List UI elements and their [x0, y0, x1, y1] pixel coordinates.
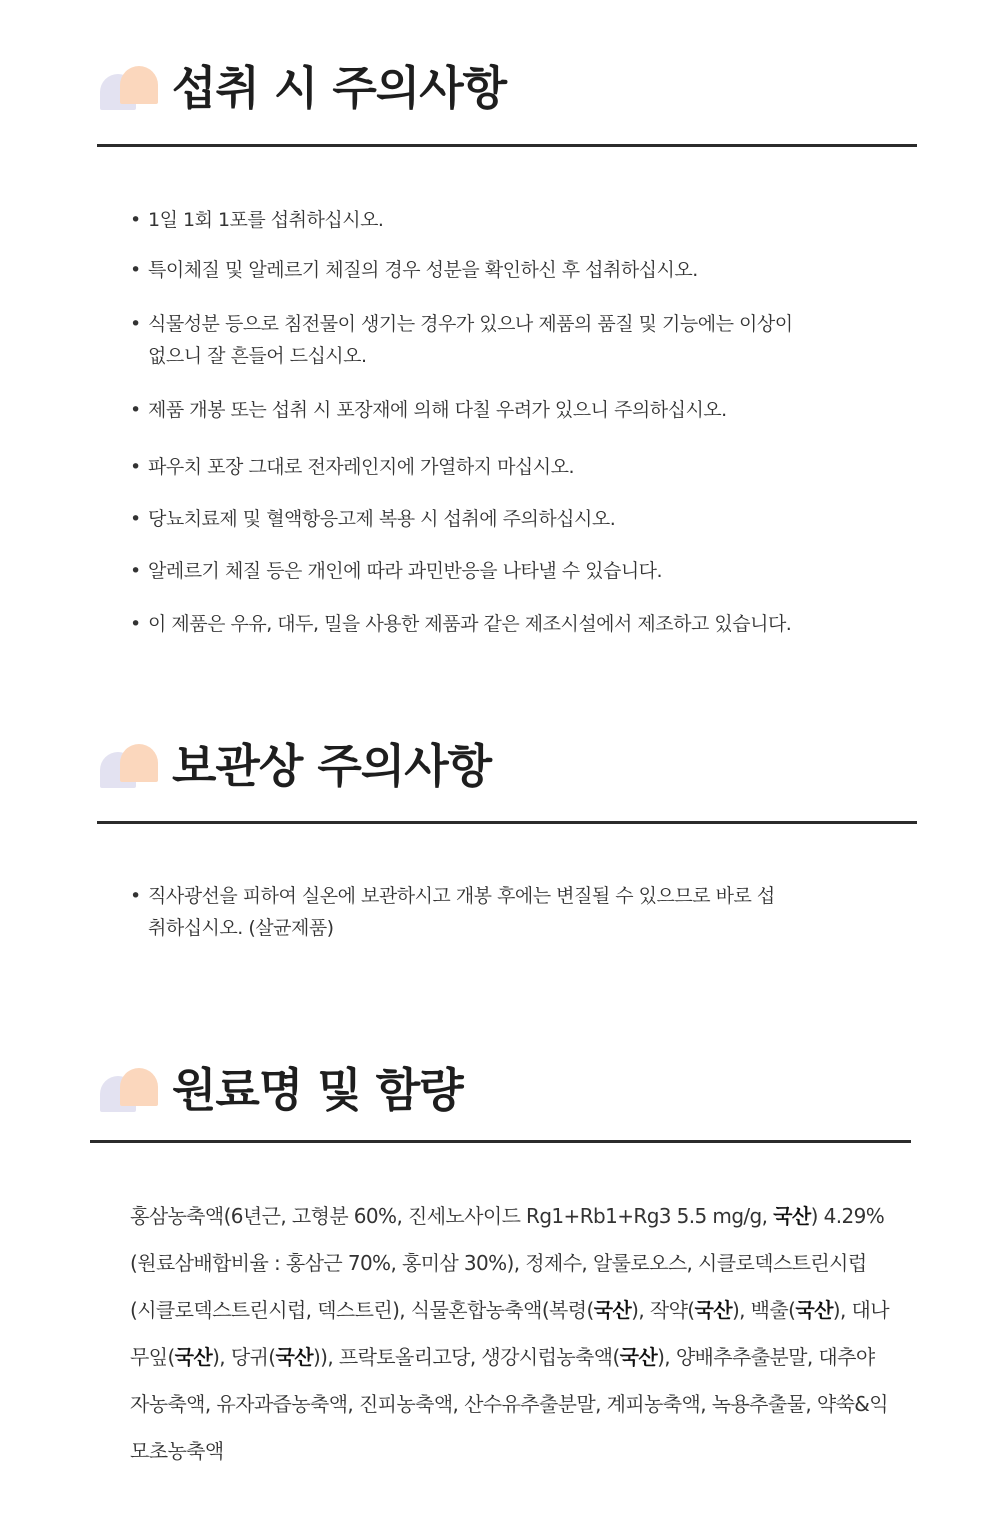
intake-caution-list: [130, 204, 890, 640]
ingredient-text: ), 백출(: [731, 1298, 796, 1322]
list-item: • 당뇨치료제 및 혈액항응고제 복용 시 섭취에 주의하십시오.: [130, 503, 890, 535]
ingredient-text: 홍삼농축액(6년근, 고형분 60%, 진세노사이드 Rg1+Rb1+Rg3 5.5 mg/g,: [130, 1204, 774, 1228]
section-divider: [90, 1140, 911, 1143]
origin-label: 국산: [795, 1298, 833, 1322]
section-title-ingredients: 원료명 및 함량: [172, 1063, 463, 1117]
section-title-intake: 섭취 시 주의사항: [172, 61, 507, 115]
list-item: • 이 제품은 우유, 대두, 밀을 사용한 제품과 같은 제조시설에서 제조하고 있습니다.: [130, 608, 890, 640]
list-item: • 파우치 포장 그대로 전자레인지에 가열하지 마십시오.: [130, 451, 890, 483]
list-item: • 알레르기 체질 등은 개인에 따라 과민반응을 나타낼 수 있습니다.: [130, 555, 890, 587]
section-divider: [97, 144, 917, 147]
ingredients-text: [130, 1193, 890, 1475]
list-item: • 식물성분 등으로 침전물이 생기는 경우가 있으나 제품의 품질 및 기능에는 이상이 없으니 잘 흔들어 드십시오.: [130, 308, 808, 372]
section-title-storage: 보관상 주의사항: [172, 739, 492, 793]
ingredient-text: )), 프락토올리고당, 생강시럽농축액(: [312, 1345, 620, 1369]
list-item: • 제품 개봉 또는 섭취 시 포장재에 의해 다칠 우려가 있으니 주의하십시오.: [130, 394, 890, 426]
ingredient-text: ), 당귀(: [212, 1345, 276, 1369]
origin-label: 국산: [773, 1204, 811, 1228]
section-bullet-icon: [100, 66, 160, 116]
storage-caution-list: [130, 880, 890, 944]
ingredient-text: ) 4.29% (원료삼배합비율 : 홍삼근 70%, 홍미삼 30%), 정제수, 알룰로오스, 시클로덱스트린시럽(시클로덱스트린시럽, 덱스트린), 식물혼합농축액(복령(: [130, 1204, 885, 1322]
list-item: • 1일 1회 1포를 섭취하십시오.: [130, 204, 890, 236]
origin-label: 국산: [694, 1298, 732, 1322]
ingredient-text: ), 작약(: [631, 1298, 695, 1322]
section-bullet-icon: [100, 1068, 160, 1118]
list-item: • 직사광선을 피하여 실온에 보관하시고 개봉 후에는 변질될 수 있으므로 바로 섭취하십시오. (살균제품): [130, 880, 788, 944]
list-item: • 특이체질 및 알레르기 체질의 경우 성분을 확인하신 후 섭취하십시오.: [130, 254, 890, 286]
ingredient-text: ), 양배추추출분말, 대추야자농축액, 유자과즙농축액, 진피농축액, 산수유추출분말, 계피농축액, 녹용추출물, 약쑥&익모초농축액: [130, 1345, 889, 1463]
section-divider: [97, 821, 917, 824]
section-bullet-icon: [100, 744, 160, 794]
ingredient-text: ), 대나무잎(: [130, 1298, 889, 1369]
origin-label: 국산: [174, 1345, 213, 1369]
origin-label: 국산: [619, 1345, 658, 1369]
origin-label: 국산: [275, 1345, 313, 1369]
origin-label: 국산: [593, 1298, 632, 1322]
